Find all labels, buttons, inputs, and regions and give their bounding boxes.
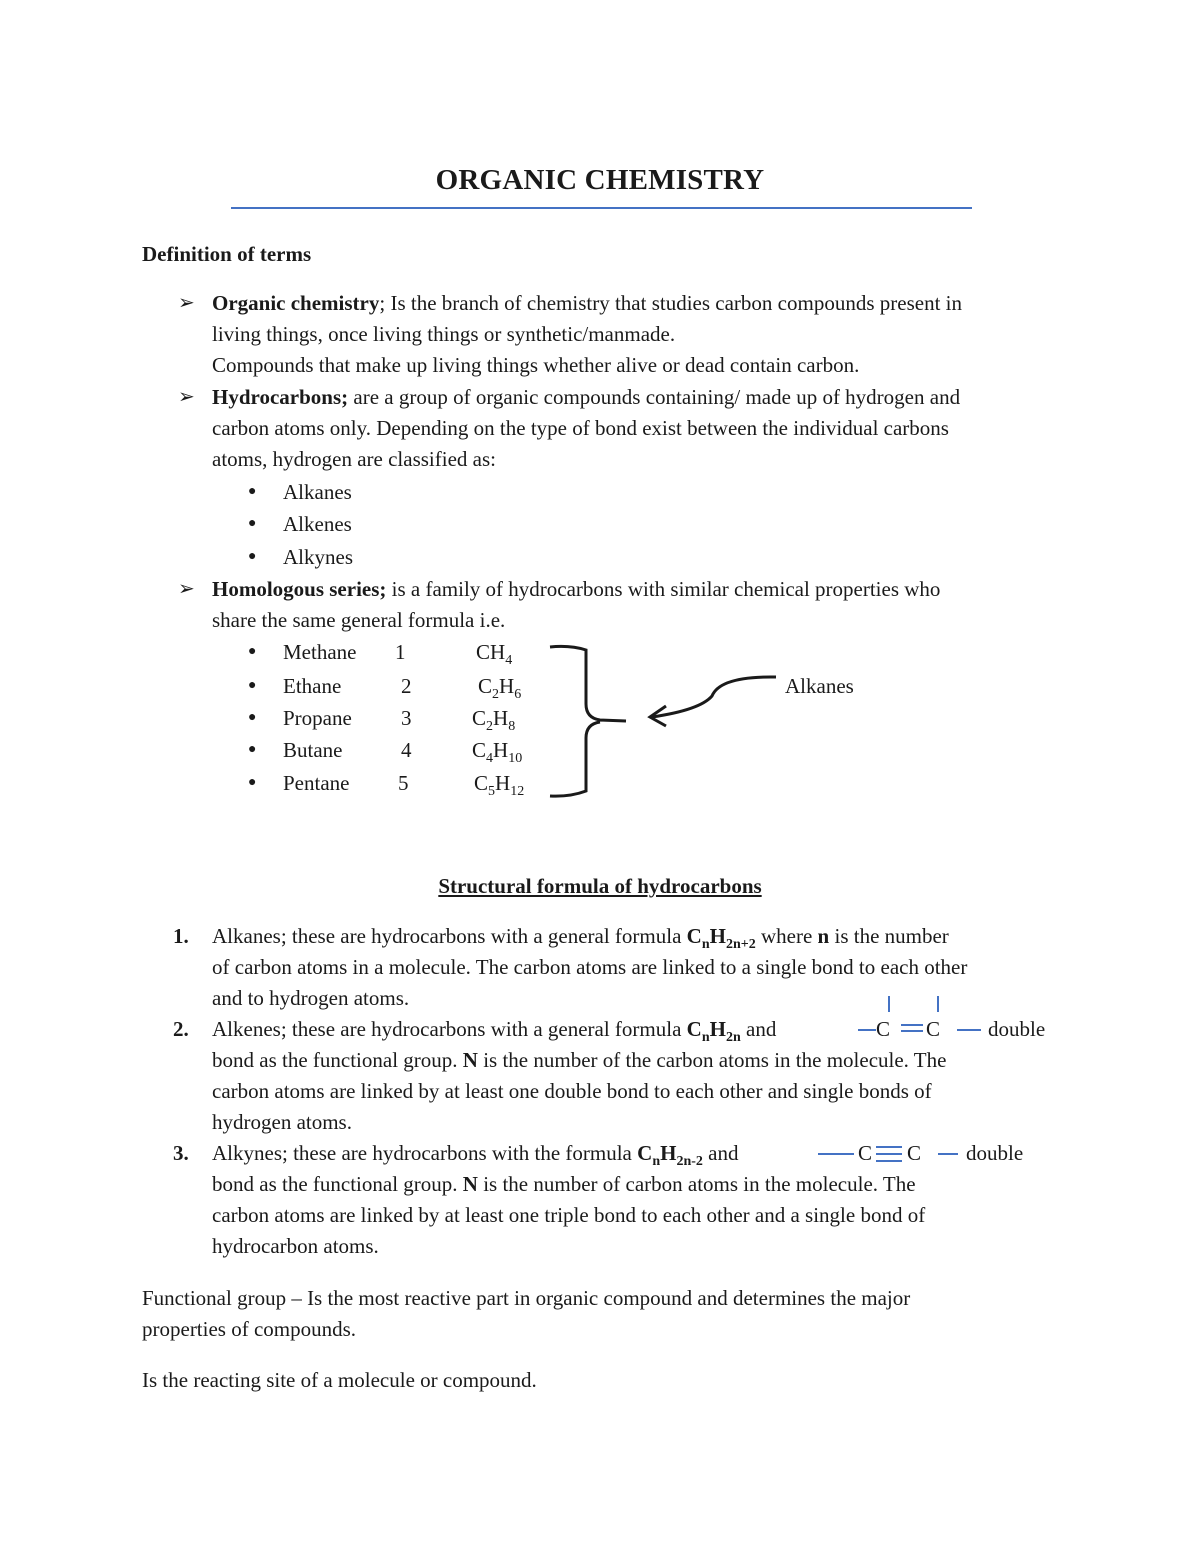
alkanes-line-3: and to hydrogen atoms. <box>212 986 410 1010</box>
bullet-dot-icon: ● <box>248 516 257 531</box>
member-name: Propane <box>283 706 352 730</box>
homologous-line-2: share the same general formula i.e. <box>212 608 506 632</box>
alkanes-line-2: of carbon atoms in a molecule. The carbon atoms are linked to a single bond to each other <box>212 955 968 979</box>
alkynes-line-1: Alkynes; these are hydrocarbons with the formula $C_nH_{2n-2}$ and <box>212 1141 739 1169</box>
curly-brace-icon <box>550 646 626 796</box>
organic-def-1: ; Is the branch of chemistry that studies carbon compounds present in <box>379 291 962 315</box>
alkynes-line-2: bond as the functional group. N is the number of carbon atoms in the molecule. The <box>212 1172 916 1196</box>
vertical-bond <box>937 996 939 1012</box>
hydrocarbons-line-3: atoms, hydrogen are classified as: <box>212 447 496 471</box>
carbon-atom: C <box>926 1017 941 1041</box>
alkanes-label: Alkanes <box>785 674 854 698</box>
functional-group-line-1: Functional group – Is the most reactive part in organic compound and determines the major <box>142 1286 911 1310</box>
bullet-dot-icon: ● <box>248 678 257 693</box>
class-alkanes: Alkanes <box>283 480 352 504</box>
arrowhead-bullet-icon: ➢ <box>178 578 195 600</box>
alkanes-brace-arrow <box>540 640 790 810</box>
list-number: 2. <box>173 1017 189 1041</box>
bullet-dot-icon: ● <box>248 644 257 659</box>
member-name: Ethane <box>283 674 342 698</box>
single-bond <box>957 1029 981 1031</box>
vertical-bond <box>888 996 890 1012</box>
hydrocarbons-line-2: carbon atoms only. Depending on the type of bond exist between the individual carbons <box>212 416 949 440</box>
member-formula: $C_4H_{10}$ <box>472 738 523 766</box>
carbon-atom: C <box>876 1017 891 1041</box>
homologous-def-1: is a family of hydrocarbons with similar chemical properties who <box>386 577 941 601</box>
bullet-dot-icon: ● <box>248 742 257 757</box>
alkenes-line-4: hydrogen atoms. <box>212 1110 352 1134</box>
definition-heading: Definition of terms <box>142 242 312 266</box>
member-name: Pentane <box>283 771 350 795</box>
triple-bond <box>876 1153 902 1155</box>
class-alkynes: Alkynes <box>283 545 353 569</box>
carbon-atom: C <box>858 1141 873 1165</box>
alkenes-line-2: bond as the functional group. N is the number of the carbon atoms in the molecule. The <box>212 1048 947 1072</box>
page-title: ORGANIC CHEMISTRY <box>435 164 765 196</box>
member-n: 5 <box>398 771 409 795</box>
curved-arrow-icon <box>652 677 776 717</box>
member-name: Methane <box>283 640 357 664</box>
title-underline <box>231 207 972 209</box>
organic-line-2: living things, once living things or synthetic/manmade. <box>212 322 676 346</box>
carbon-atom: C <box>907 1141 922 1165</box>
list-number: 1. <box>173 924 189 948</box>
organic-term: Organic chemistry <box>212 291 380 315</box>
list-number: 3. <box>173 1141 189 1165</box>
functional-group-line-3: Is the reacting site of a molecule or compound. <box>142 1368 537 1392</box>
bullet-dot-icon: ● <box>248 775 257 790</box>
alkynes-line-3: carbon atoms are linked by at least one triple bond to each other and a single bond of <box>212 1203 926 1227</box>
single-bond <box>938 1153 958 1155</box>
member-n: 3 <box>401 706 412 730</box>
arrowhead-bullet-icon: ➢ <box>178 386 195 408</box>
organic-line-1 <box>212 293 962 314</box>
hydrocarbons-def-1: are a group of organic compounds containing/ made up of hydrogen and <box>348 385 961 409</box>
alkynes-double-word: double <box>966 1141 1024 1165</box>
bullet-dot-icon: ● <box>248 484 257 499</box>
bullet-dot-icon: ● <box>248 710 257 725</box>
member-formula: $CH_4$ <box>476 640 513 668</box>
single-bond <box>818 1153 854 1155</box>
alkenes-line-3: carbon atoms are linked by at least one double bond to each other and single bonds of <box>212 1079 932 1103</box>
member-formula: $C_2H_8$ <box>472 706 516 734</box>
functional-group-line-2: properties of compounds. <box>142 1317 357 1341</box>
alkynes-line-4: hydrocarbon atoms. <box>212 1234 379 1258</box>
triple-bond <box>876 1146 902 1148</box>
alkanes-line-1: Alkanes; these are hydrocarbons with a general formula $C_nH_{2n+2}$ where n is the number <box>212 924 949 952</box>
alkenes-line-1: Alkenes; these are hydrocarbons with a general formula $C_nH_{2n}$ and <box>212 1017 777 1045</box>
bullet-dot-icon: ● <box>248 549 257 564</box>
member-n: 4 <box>401 738 412 762</box>
member-formula: $C_2H_6$ <box>478 674 522 702</box>
double-bond <box>901 1024 923 1026</box>
alkenes-double-word: double <box>988 1017 1046 1041</box>
member-n: 2 <box>401 674 412 698</box>
member-name: Butane <box>283 738 343 762</box>
hydrocarbons-line-1 <box>212 387 960 408</box>
hydrocarbons-term: Hydrocarbons; <box>212 385 349 409</box>
homologous-term: Homologous series; <box>212 577 387 601</box>
arrowhead-bullet-icon: ➢ <box>178 292 195 314</box>
organic-line-3: Compounds that make up living things whether alive or dead contain carbon. <box>212 353 860 377</box>
double-bond <box>901 1030 923 1032</box>
triple-bond <box>876 1160 902 1162</box>
class-alkenes: Alkenes <box>283 512 352 536</box>
member-formula: $C_5H_{12}$ <box>474 771 525 799</box>
member-n: 1 <box>395 640 406 664</box>
structural-heading: Structural formula of hydrocarbons <box>438 874 762 898</box>
single-bond <box>858 1029 876 1031</box>
homologous-line-1 <box>212 579 940 600</box>
